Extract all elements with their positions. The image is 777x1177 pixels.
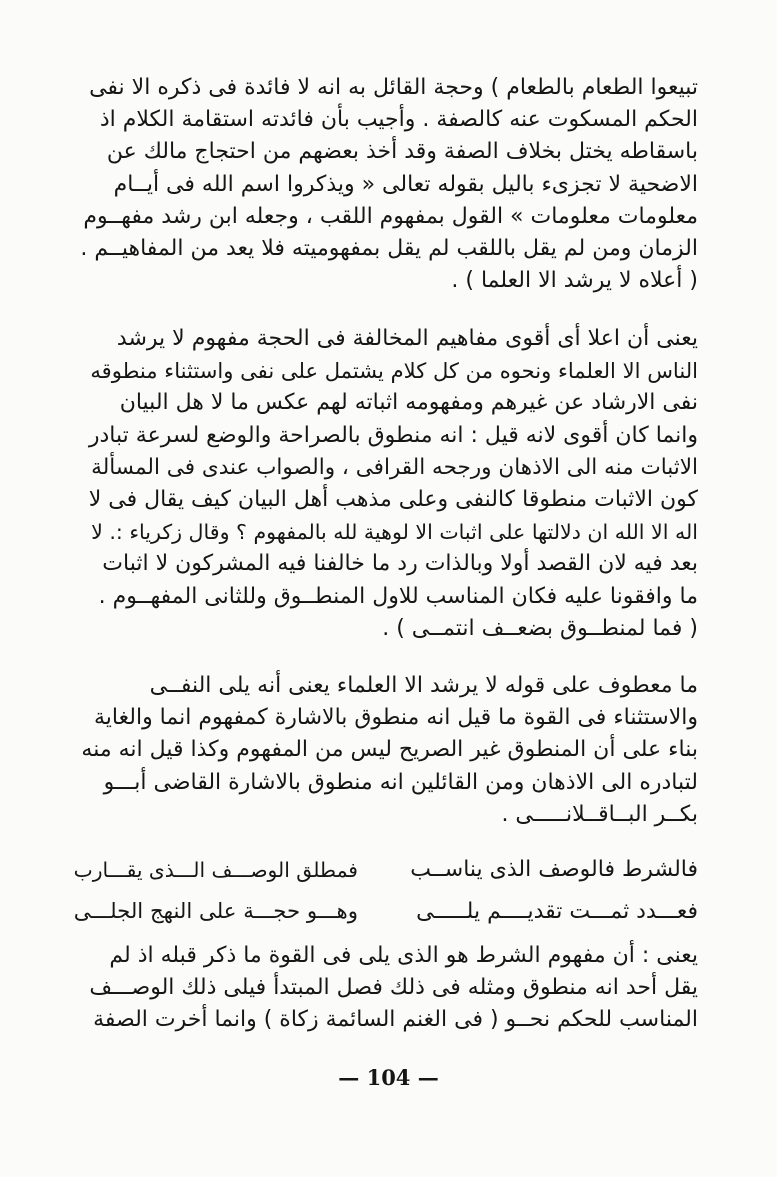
- text-line: ما وافقونا عليه فكان المناسب للاول المنطــوق وللثانى المفهــوم .: [98, 583, 698, 609]
- text-line: بناء على أن المنطوق غير الصريح ليس من المفهوم وكذا قيل انه منه: [81, 737, 698, 763]
- verse-first-hemistich: فالشرط فالوصف الذى يناســب: [410, 857, 698, 882]
- paragraph-4: [78, 940, 698, 1037]
- verse-line-2: [73, 895, 698, 929]
- text-line: باسقاطه يختل بخلاف الصفة وقد أخذ بعضهم من احتجاج مالك عن: [106, 139, 698, 165]
- text-line: لتبادره الى الاذهان ومن القائلين انه منطوق بالاشارة القاضى أبـــو: [103, 769, 698, 795]
- text-line: الاضحية لا تجزىء باليل بقوله تعالى « ويذكروا اسم الله فى أيــام: [113, 171, 698, 197]
- paragraph-1: [78, 72, 698, 297]
- verse-second-hemistich: وهـــو حجـــة على النهج الجلـــى: [73, 899, 358, 924]
- text-line: بعد فيه لان القصد أولا وبالذات رد ما خالفنا فيه المشركون لا اثبات: [102, 551, 698, 577]
- verse-line-1: [73, 853, 698, 887]
- text-line: وانما كان أقوى لانه قيل : انه منطوق بالصراحة والوضع لسرعة تبادر: [88, 422, 698, 448]
- text-line: يقل أحد انه منطوق ومثله فى ذلك فصل المبتدأ فيلى ذلك الوصـــف: [89, 975, 698, 1001]
- text-line: الناس الا العلماء ونحوه من كل كلام يشتمل على نفى واستثناء منطوقه: [90, 358, 698, 384]
- text-line: نفى الارشاد عن غيرهم ومفهومه اثباته لهم عكس ما لا هل البيان: [119, 390, 698, 416]
- verse-second-hemistich: فمطلق الوصـــف الـــذى يقـــارب: [73, 858, 358, 882]
- page-number: — 104 —: [338, 1065, 439, 1090]
- text-line: يعنى أن اعلا أى أقوى مفاهيم المخالفة فى الحجة مفهوم لا يرشد: [116, 326, 698, 351]
- text-line: ( فما لمنطــوق بضعــف انتمــى ) .: [382, 615, 698, 641]
- text-line: ( أعلاه لا يرشد الا العلما ) .: [451, 268, 698, 294]
- text-line: اله الا الله ان دلالتها على اثبات الا لوهية لله بالمفهوم ؟ وقال زكرياء :. لا: [91, 520, 698, 545]
- paragraph-2: [78, 323, 698, 645]
- text-line: الزمان ومن لم يقل باللقب لم يقل بمفهوميته فلا يعد من المفاهيــم .: [80, 236, 698, 262]
- text-line: والاستثناء فى القوة ما قيل انه منطوق بالاشارة كمفهوم انما والغاية: [94, 705, 698, 731]
- text-line: الحكم المسكوت عنه كالصفة . وأجيب بأن فائدته استقامة الكلام اذ: [99, 107, 698, 133]
- text-line: الاثبات منه الى الاذهان ورجحه القرافى ، والصواب عندى فى المسألة: [91, 454, 698, 480]
- verse-first-hemistich: فعـــدد ثمـــت تقديــــم يلـــــى: [416, 899, 698, 924]
- text-line: معلومات معلومات » القول بمفهوم اللقب ، وجعله ابن رشد مفهــوم: [83, 203, 698, 229]
- text-line: تبيعوا الطعام بالطعام ) وحجة القائل به انه لا فائدة فى ذكره الا نفى: [89, 75, 698, 100]
- text-line: كون الاثبات منطوقا كالنفى وعلى مذهب أهل البيان كيف يقال فى لا: [88, 487, 698, 513]
- text-line: بكــر البــاقــلانـــــى .: [501, 801, 698, 827]
- paragraph-3: [78, 670, 698, 831]
- text-line: ما معطوف على قوله لا يرشد الا العلماء يعنى أنه يلى النفــى: [149, 673, 698, 698]
- text-line: يعنى : أن مفهوم الشرط هو الذى يلى فى القوة ما ذكر قبله اذ لم: [109, 943, 698, 968]
- text-line: المناسب للحكم نحــو ( فى الغنم السائمة زكاة ) وانما أخرت الصفة: [93, 1007, 698, 1033]
